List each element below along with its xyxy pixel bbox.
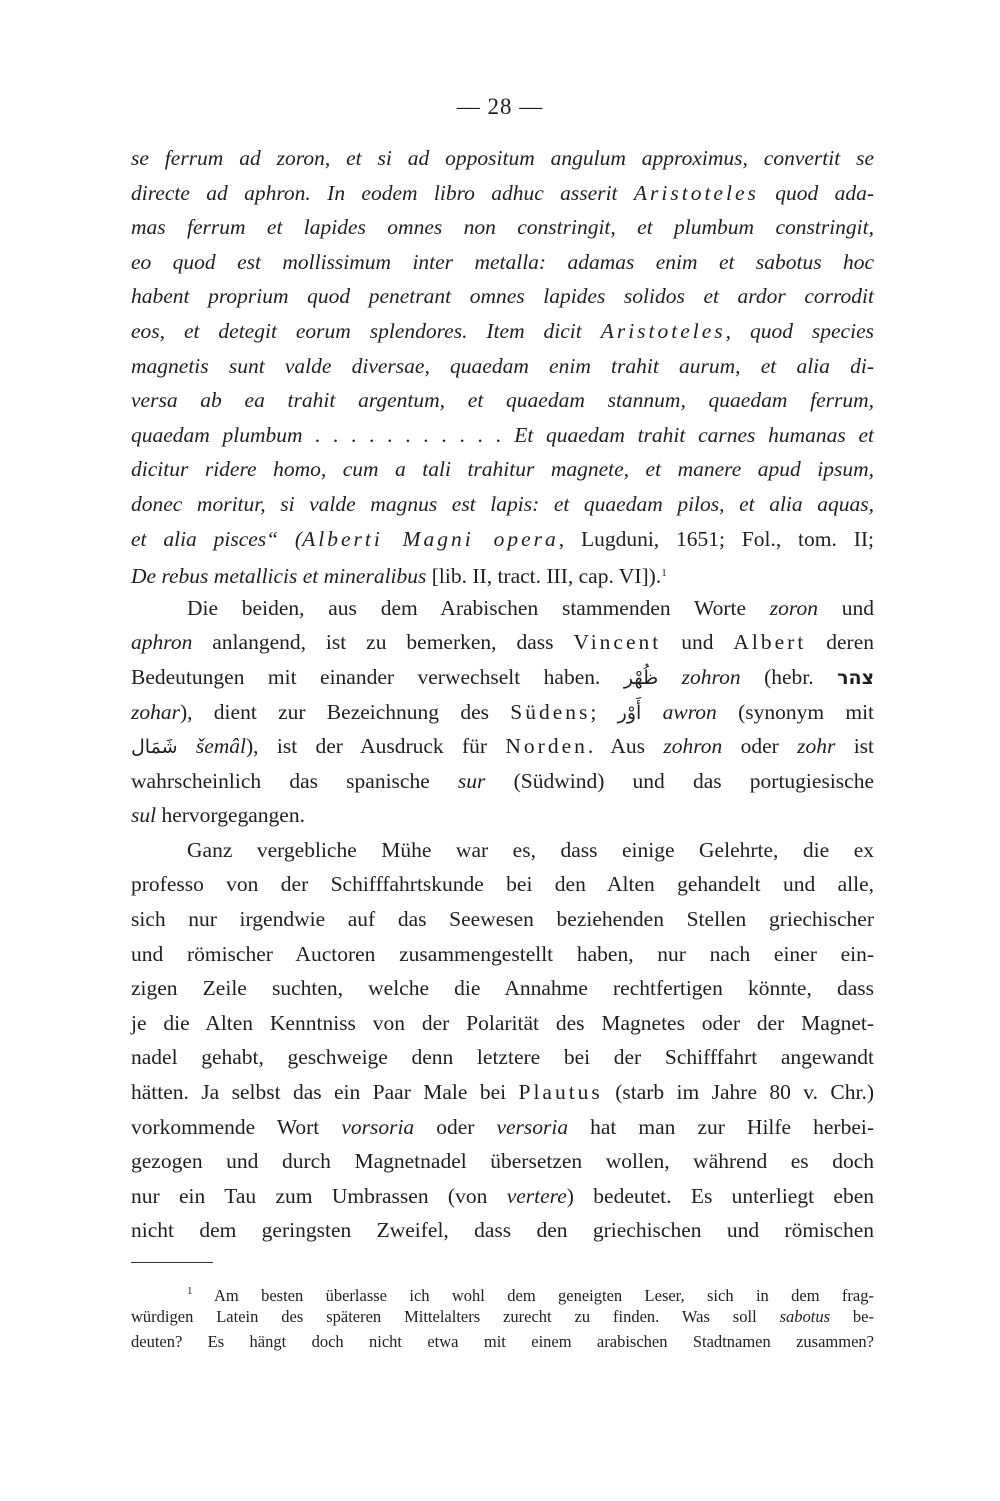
text-line: شَمَال šemâl), ist der Ausdruck für Norden. Aus zohron oder zohr ist xyxy=(131,734,875,759)
hebrew-word: צהר xyxy=(837,666,874,689)
text-line: nur ein Tau zum Umbrassen (von vertere) bedeutet. Es unterliegt eben xyxy=(131,1183,874,1208)
footnote-divider xyxy=(131,1262,213,1263)
text-line: Ganz vergebliche Mühe war es, dass einige Gelehrte, die ex xyxy=(187,837,874,862)
citation-line: De rebus metallicis et mineralibus [lib. II, tract. III, cap. VI]).$^1$ xyxy=(131,564,667,589)
text-line: Bedeutungen mit einander verwechselt haben. ظُهْر zohron (hebr. צהר xyxy=(131,664,874,689)
text-line: quaedam plumbum . . . . . . . . . . . Et quaedam trahit carnes humanas et xyxy=(131,422,874,447)
arabic-word: ظُهْر xyxy=(623,666,659,689)
text-line: versa ab ea trahit argentum, et quaedam stannum, quaedam ferrum, xyxy=(131,388,874,413)
footnote-line: deuten? Es hängt doch nicht etwa mit einem arabischen Stadtnamen zusammen? xyxy=(131,1332,874,1351)
text-line: Die beiden, aus dem Arabischen stammenden Worte zoron und xyxy=(187,595,874,620)
work-subtitle: De rebus metallicis et mineralibus xyxy=(131,564,427,589)
text-line: nicht dem geringsten Zweifel, dass den griechischen und römischen xyxy=(131,1218,874,1243)
footnote xyxy=(131,1279,874,1354)
footnote-line: würdigen Latein des späteren Mittelalters zurecht zu finden. Was soll sabotus be- xyxy=(131,1307,874,1326)
text-line: directe ad aphron. In eodem libro adhuc asserit Aristoteles quod ada- xyxy=(131,180,874,205)
text-line: donec moritur, si valde magnus est lapis: et quaedam pilos, et alia aquas, xyxy=(131,491,874,516)
text-line: eos, et detegit eorum splendores. Item dicit Aristoteles, quod species xyxy=(131,318,874,343)
text-line: sul hervorgegangen. xyxy=(131,803,305,828)
text-line: se ferrum ad zoron, et si ad oppositum angulum approximus, convertit se xyxy=(131,146,874,170)
text-line: dicitur ridere homo, cum a tali trahitur magnete, et manere apud ipsum, xyxy=(131,457,874,482)
main-text xyxy=(131,141,874,1248)
work-title: Alberti Magni opera xyxy=(302,526,559,551)
arabic-word: شَمَال xyxy=(131,736,178,759)
text-line: magnetis sunt valde diversae, quaedam enim trahit aurum, et alia di- xyxy=(131,353,874,378)
text-line: gezogen und durch Magnetnadel übersetzen wollen, während es doch xyxy=(131,1149,874,1174)
text-line: je die Alten Kenntniss von der Polarität des Magnetes oder der Magnet- xyxy=(131,1010,874,1035)
text-line: aphron anlangend, ist zu bemerken, dass Vincent und Albert deren xyxy=(131,630,875,655)
text-line: sich nur irgendwie auf das Seewesen beziehenden Stellen griechischer xyxy=(131,907,874,932)
page-number: — 28 — xyxy=(456,94,544,119)
text-line: wahrscheinlich das spanische sur (Südwind) und das portugiesische xyxy=(131,768,874,793)
citation-line: et alia pisces“ (Alberti Magni opera, Lugduni, 1651; Fol., tom. II; xyxy=(131,526,874,551)
text-line: vorkommende Wort vorsoria oder versoria hat man zur Hilfe herbei- xyxy=(131,1114,875,1139)
arabic-word: أَوْر xyxy=(617,701,642,724)
footnote-mark: 1 xyxy=(187,1285,193,1297)
text-line: zigen Zeile suchten, welche die Annahme rechtfertigen könnte, dass xyxy=(131,976,874,1001)
text-line: habent proprium quod penetrant omnes lapides solidos et ardor corrodit xyxy=(131,284,874,309)
text-line: und römischer Auctoren zusammengestellt haben, nur nach einer ein- xyxy=(131,941,874,966)
text-line: zohar), dient zur Bezeichnung des Südens; أَوْر awron (synonym mit xyxy=(131,699,875,724)
text-line: eo quod est mollissimum inter metalla: adamas enim et sabotus hoc xyxy=(131,249,874,274)
author-name: Aristoteles xyxy=(633,180,759,205)
author-name: Aristoteles xyxy=(600,318,726,343)
footnote-ref: 1 xyxy=(661,567,667,580)
text-line: nadel gehabt, geschweige denn letztere bei der Schifffahrt angewandt xyxy=(131,1045,874,1070)
text-line: hätten. Ja selbst das ein Paar Male bei Plautus (starb im Jahre 80 v. Chr.) xyxy=(131,1080,874,1105)
text-line: mas ferrum et lapides omnes non constringit, et plumbum constringit, xyxy=(131,215,874,240)
text-line: professo von der Schifffahrtskunde bei den Alten gehandelt und alle, xyxy=(131,872,874,897)
footnote-line: $^1$ Am besten überlasse ich wohl dem geneigten Leser, sich in dem frag- xyxy=(187,1285,874,1305)
